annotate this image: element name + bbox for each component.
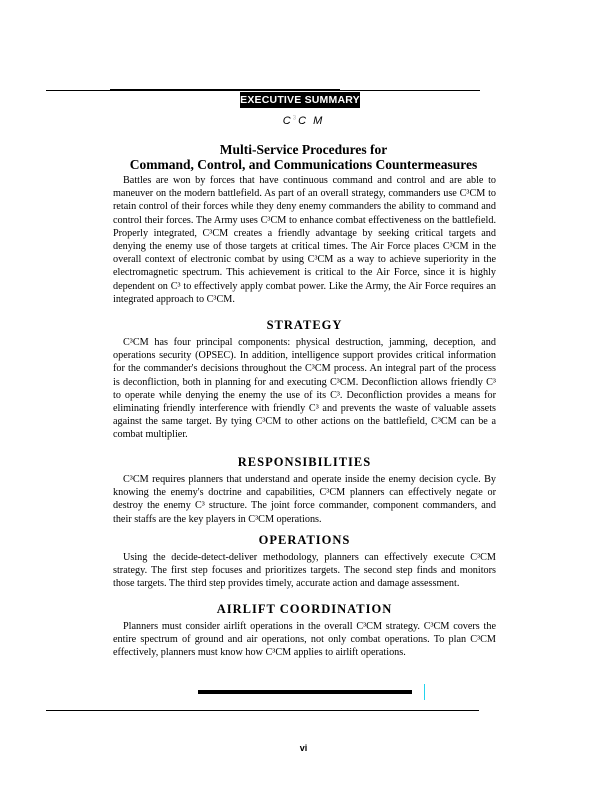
bottom-bar xyxy=(198,690,412,694)
cyan-marker xyxy=(424,684,425,700)
strategy-section xyxy=(113,318,496,442)
airlift-section xyxy=(113,602,496,660)
operations-heading: OPERATIONS xyxy=(258,533,351,547)
document-title xyxy=(0,142,607,172)
strategy-heading: STRATEGY xyxy=(266,318,343,332)
operations-section xyxy=(113,533,496,591)
acronym xyxy=(0,115,607,127)
responsibilities-heading: RESPONSIBILITIES xyxy=(237,455,372,469)
airlift-heading: AIRLIFT COORDINATION xyxy=(216,602,393,616)
executive-summary-banner: EXECUTIVE SUMMARY xyxy=(240,94,360,106)
operations-paragraph: Using the decide-detect-deliver methodology, planners can effectively execute C³CM strategy. The first step focuses and prioritizes targets. The second step finds and monitors those targets. The third step provides timely, accurate action and damage assessment. xyxy=(113,552,496,590)
airlift-paragraph: Planners must consider airlift operations in the overall C³CM strategy. C³CM covers the entire spectrum of ground and air operations, not only combat operations. To plan C³CM effectively, planners must know how C³CM applies to airlift operations. xyxy=(113,621,496,659)
strategy-paragraph: C³CM has four principal components: physical destruction, jamming, deception, and operations security (OPSEC). In addition, intelligence support provides critical information for the commander's decisions throughout the C³CM process. An integral part of the process is deconfliction, both in planning for and executing C³CM. Deconfliction allows friendly C³ to operate while denying the enemy the use of its C³. Deconfliction provides a means for eliminating friendly interference with friendly C³ and prevents the waste of valuable assets against the same target. By tying C³CM to other actions on the battlefield, C³CM can be a combat multiplier. xyxy=(113,337,496,441)
intro-section xyxy=(113,174,496,306)
top-rule xyxy=(46,90,480,91)
responsibilities-paragraph: C³CM requires planners that understand and operate inside the enemy decision cycle. By knowing the enemy's doctrine and capabilities, C³CM planners can effectively negate or destroy the enemy C³ structure. The joint force commander, component commanders, and their staffs are the key players in C³CM operations. xyxy=(113,474,496,525)
intro-paragraph: Battles are won by forces that have continuous command and control and are able to maneuver on the modern battlefield. As part of an overall strategy, commanders use C³CM to retain control of their forces while they deny enemy commanders the ability to command and control their forces. The Army uses C³CM to enhance combat effectiveness on the battlefield. Properly integrated, C³CM creates a friendly advantage by seeking critical targets and denying the enemy use of those targets at critical times. The Air Force places C³CM in the overall context of electronic combat by using C³CM as a way to achieve superiority in the electromagnetic spectrum. This achievement is critical to the Air Force, since it is highly dependent on C³ to effectively apply combat power. Like the Army, the Air Force requires an integrated approach to C³CM. xyxy=(113,175,496,305)
page-number: vi xyxy=(299,743,308,753)
title-line-1: Multi-Service Procedures for xyxy=(219,142,388,157)
title-line-2: Command, Control, and Communications Countermeasures xyxy=(129,157,478,172)
acronym-sup: 3 xyxy=(292,115,299,122)
responsibilities-section xyxy=(113,455,496,526)
acronym-post: C M xyxy=(298,115,325,127)
acronym-pre: C xyxy=(282,115,293,127)
bottom-rule xyxy=(46,710,479,711)
